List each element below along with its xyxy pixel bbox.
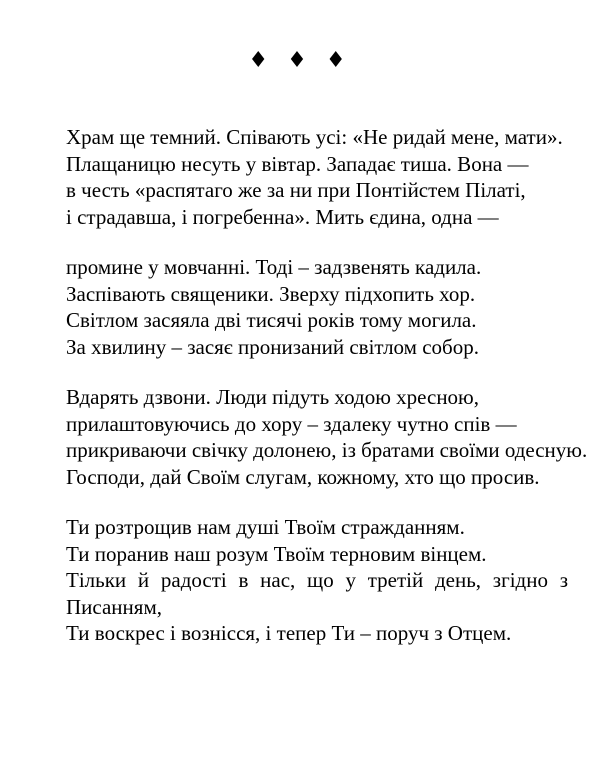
stanza-3 <box>66 384 586 490</box>
poem-line: Ти воскрес і вознісся, і тепер Ти – поруч з Отцем. <box>66 621 512 645</box>
poem-body <box>66 124 586 671</box>
poem-line: Ти розтрощив нам душі Твоїм стражданням. <box>66 515 465 539</box>
stanza-1 <box>66 124 586 230</box>
poem-line: Вдарять дзвони. Люди підуть ходою хресною, <box>66 385 479 409</box>
diamond-ornament: ♦ ♦ ♦ <box>248 48 352 73</box>
poem-line: Плащаницю несуть у вівтар. Западає тиша. Вона — <box>66 151 529 176</box>
poem-line: прикриваючи свічку долонею, із братами своїми одесную. <box>66 438 588 462</box>
poem-line: в честь «распятаго же за ни при Понтійстем Пілаті, <box>66 178 526 202</box>
poem-line: Писанням, <box>66 594 162 619</box>
poem-line: і страдавша, і погребенна». Мить єдина, одна — <box>66 204 499 229</box>
poem-line: промине у мовчанні. Тоді – задзвенять кадила. <box>66 255 482 279</box>
poem-line: Ти поранив наш розум Твоїм терновим вінцем. <box>66 541 487 566</box>
stanza-2 <box>66 254 586 360</box>
poem-line: Тільки й радості в нас, що у третій день, згідно з <box>66 568 568 592</box>
poem-line: Господи, дай Своїм слугам, кожному, хто що просив. <box>66 464 540 489</box>
poem-line: За хвилину – засяє пронизаний світлом собор. <box>66 334 479 359</box>
poem-line: Світлом засяяла дві тисячі років тому могила. <box>66 308 477 332</box>
poem-line: прилаштовуючись до хору – здалеку чутно спів — <box>66 411 517 436</box>
poem-line: Храм ще темний. Співають усі: «Не ридай мене, мати». <box>66 125 563 149</box>
poem-line: Заспівають священики. Зверху підхопить хор. <box>66 281 476 306</box>
stanza-4 <box>66 514 586 647</box>
